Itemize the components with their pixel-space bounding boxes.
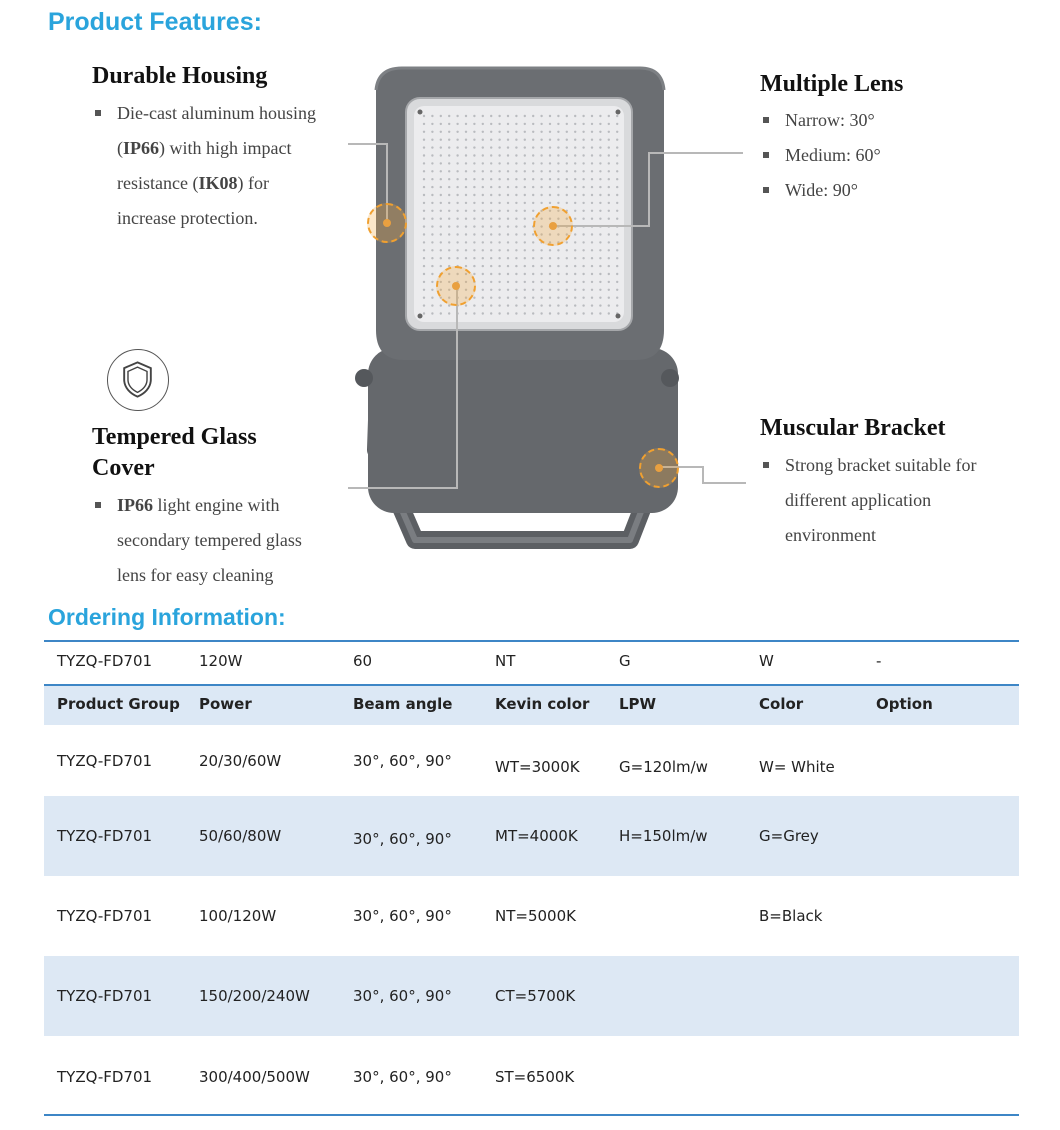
table-row: TYZQ-FD701 100/120W 30°, 60°, 90° NT=5000K B=Black xyxy=(57,907,823,925)
shield-icon xyxy=(107,349,169,411)
tempered-glass-text: IP66 light engine with secondary tempered glass lens for easy cleaning xyxy=(93,488,302,593)
muscular-bracket-heading: Muscular Bracket xyxy=(760,415,946,441)
table-row: TYZQ-FD701 20/30/60W 30°, 60°, 90° WT=3000K G=120lm/w W= White xyxy=(57,752,835,776)
header-lpw: LPW xyxy=(619,695,657,713)
multiple-lens-heading: Multiple Lens xyxy=(760,71,904,97)
header-power: Power xyxy=(199,695,252,713)
glass-leader-line xyxy=(348,487,458,489)
header-option: Option xyxy=(876,695,933,713)
table-row: TYZQ-FD701 50/60/80W 30°, 60°, 90° MT=4000K H=150lm/w G=Grey xyxy=(44,796,1019,876)
product-features-title: Product Features: xyxy=(48,8,262,36)
tempered-glass-heading: Tempered Glass Cover xyxy=(92,424,257,481)
housing-hotspot[interactable] xyxy=(367,203,407,243)
header-beam-angle: Beam angle xyxy=(353,695,453,713)
table-row: TYZQ-FD701 150/200/240W 30°, 60°, 90° CT=5700K xyxy=(44,956,1019,1036)
table-row: TYZQ-FD701 300/400/500W 30°, 60°, 90° ST=6500K xyxy=(57,1068,575,1086)
lens-hotspot[interactable] xyxy=(533,206,573,246)
ordering-information-title: Ordering Information: xyxy=(48,604,286,630)
ordering-example-row: TYZQ-FD701 120W 60 NT G W - xyxy=(57,652,882,670)
header-kevin-color: Kevin color xyxy=(495,695,590,713)
multiple-lens-list xyxy=(761,103,881,208)
housing-leader-line xyxy=(348,143,388,145)
lens-narrow-item: Narrow: 30° xyxy=(761,103,881,138)
table-bottom-rule xyxy=(44,1114,1019,1116)
lens-medium-item: Medium: 60° xyxy=(761,138,881,173)
ordering-header-row xyxy=(44,686,1019,725)
lens-wide-item: Wide: 90° xyxy=(761,173,881,208)
durable-housing-bullet: Die-cast aluminum housing xyxy=(93,96,316,131)
muscular-bracket-text: Strong bracket suitable for different application environment xyxy=(761,448,976,553)
bracket-hotspot[interactable] xyxy=(639,448,679,488)
header-product-group: Product Group xyxy=(57,695,180,713)
durable-housing-text: Die-cast aluminum housing (IP66) with high impact resistance (IK08) for increase protection. xyxy=(93,96,316,236)
lens-leader-line xyxy=(648,152,743,154)
durable-housing-heading: Durable Housing xyxy=(92,63,268,89)
header-color: Color xyxy=(759,695,804,713)
glass-hotspot[interactable] xyxy=(436,266,476,306)
